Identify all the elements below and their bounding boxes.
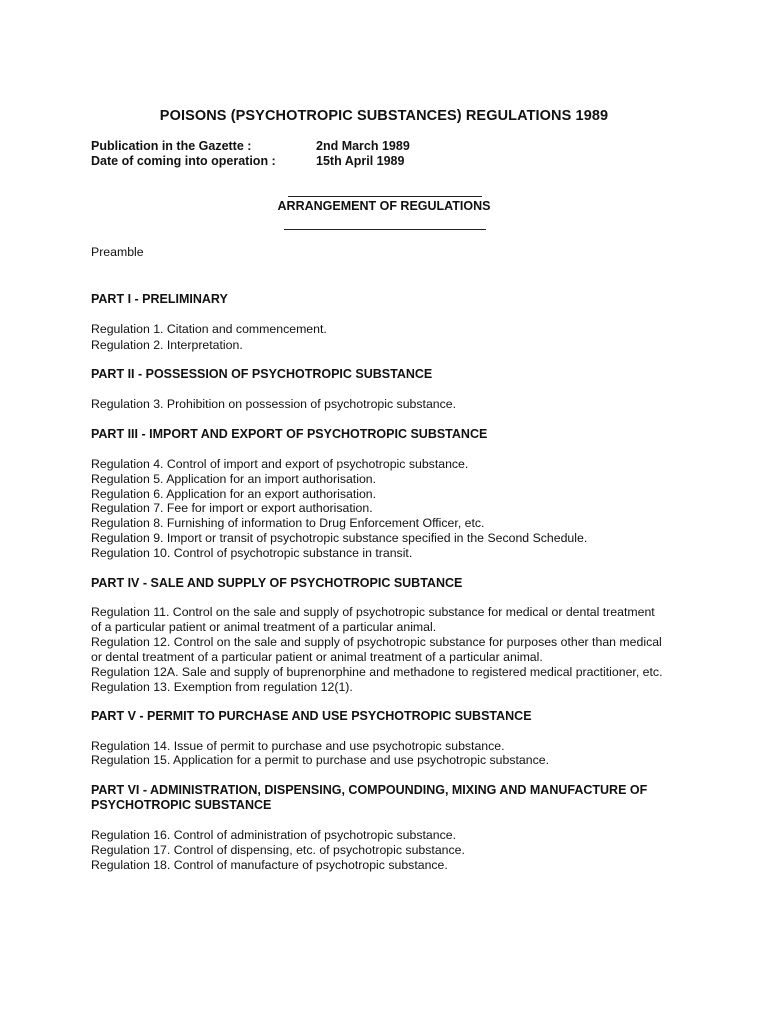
regulation-line: Regulation 10. Control of psychotropic substance in transit. [91, 546, 413, 560]
part-heading: PART V - PERMIT TO PURCHASE AND USE PSYCHOTROPIC SUBSTANCE [91, 709, 532, 723]
regulation-line: Regulation 13. Exemption from regulation 12(1). [91, 680, 353, 694]
operation-label: Date of coming into operation : [91, 154, 276, 168]
regulation-line: Regulation 9. Import or transit of psychotropic substance specified in the Second Schedule. [91, 531, 588, 545]
regulation-line: Regulation 6. Application for an export authorisation. [91, 487, 377, 501]
arrangement-heading: ARRANGEMENT OF REGULATIONS [277, 199, 491, 213]
part-heading: PART VI - ADMINISTRATION, DISPENSING, COMPOUNDING, MIXING AND MANUFACTURE OF [91, 783, 648, 797]
document-title: POISONS (PSYCHOTROPIC SUBSTANCES) REGULATIONS 1989 [159, 108, 609, 124]
regulation-line: Regulation 2. Interpretation. [91, 338, 243, 352]
regulation-line: Regulation 5. Application for an import authorisation. [91, 472, 377, 486]
regulation-line: of a particular patient or animal treatment of a particular animal. [91, 620, 437, 634]
top-rule [288, 196, 482, 197]
part-heading-continued: PSYCHOTROPIC SUBSTANCE [91, 798, 272, 812]
bottom-rule [284, 229, 486, 230]
regulation-line: Regulation 17. Control of dispensing, etc. of psychotropic substance. [91, 843, 465, 857]
regulation-line: Regulation 4. Control of import and export of psychotropic substance. [91, 457, 469, 471]
regulation-line: Regulation 18. Control of manufacture of psychotropic substance. [91, 858, 448, 872]
regulation-line: Regulation 16. Control of administration of psychotropic substance. [91, 828, 457, 842]
regulation-line: Regulation 7. Fee for import or export authorisation. [91, 501, 373, 515]
regulation-line: Regulation 3. Prohibition on possession of psychotropic substance. [91, 397, 457, 411]
regulation-line: Regulation 15. Application for a permit to purchase and use psychotropic substance. [91, 753, 549, 767]
operation-value: 15th April 1989 [316, 154, 405, 168]
part-heading: PART II - POSSESSION OF PSYCHOTROPIC SUBSTANCE [91, 367, 433, 381]
regulation-line: Regulation 12A. Sale and supply of buprenorphine and methadone to registered medical practitioner, etc. [91, 665, 663, 679]
part-heading: PART IV - SALE AND SUPPLY OF PSYCHOTROPIC SUBTANCE [91, 576, 463, 590]
part-heading: PART III - IMPORT AND EXPORT OF PSYCHOTROPIC SUBSTANCE [91, 427, 488, 441]
part-heading: PART I - PRELIMINARY [91, 292, 228, 306]
publication-value: 2nd March 1989 [316, 139, 410, 153]
preamble: Preamble [91, 245, 144, 259]
regulation-line: Regulation 1. Citation and commencement. [91, 322, 327, 336]
regulation-line: or dental treatment of a particular patient or animal treatment of a particular animal. [91, 650, 543, 664]
regulation-line: Regulation 14. Issue of permit to purchase and use psychotropic substance. [91, 739, 505, 753]
publication-label: Publication in the Gazette : [91, 139, 252, 153]
regulation-line: Regulation 11. Control on the sale and supply of psychotropic substance for medical or dental treatment [91, 605, 655, 619]
regulation-line: Regulation 12. Control on the sale and supply of psychotropic substance for purposes other than medical [91, 635, 662, 649]
regulation-line: Regulation 8. Furnishing of information to Drug Enforcement Officer, etc. [91, 516, 485, 530]
